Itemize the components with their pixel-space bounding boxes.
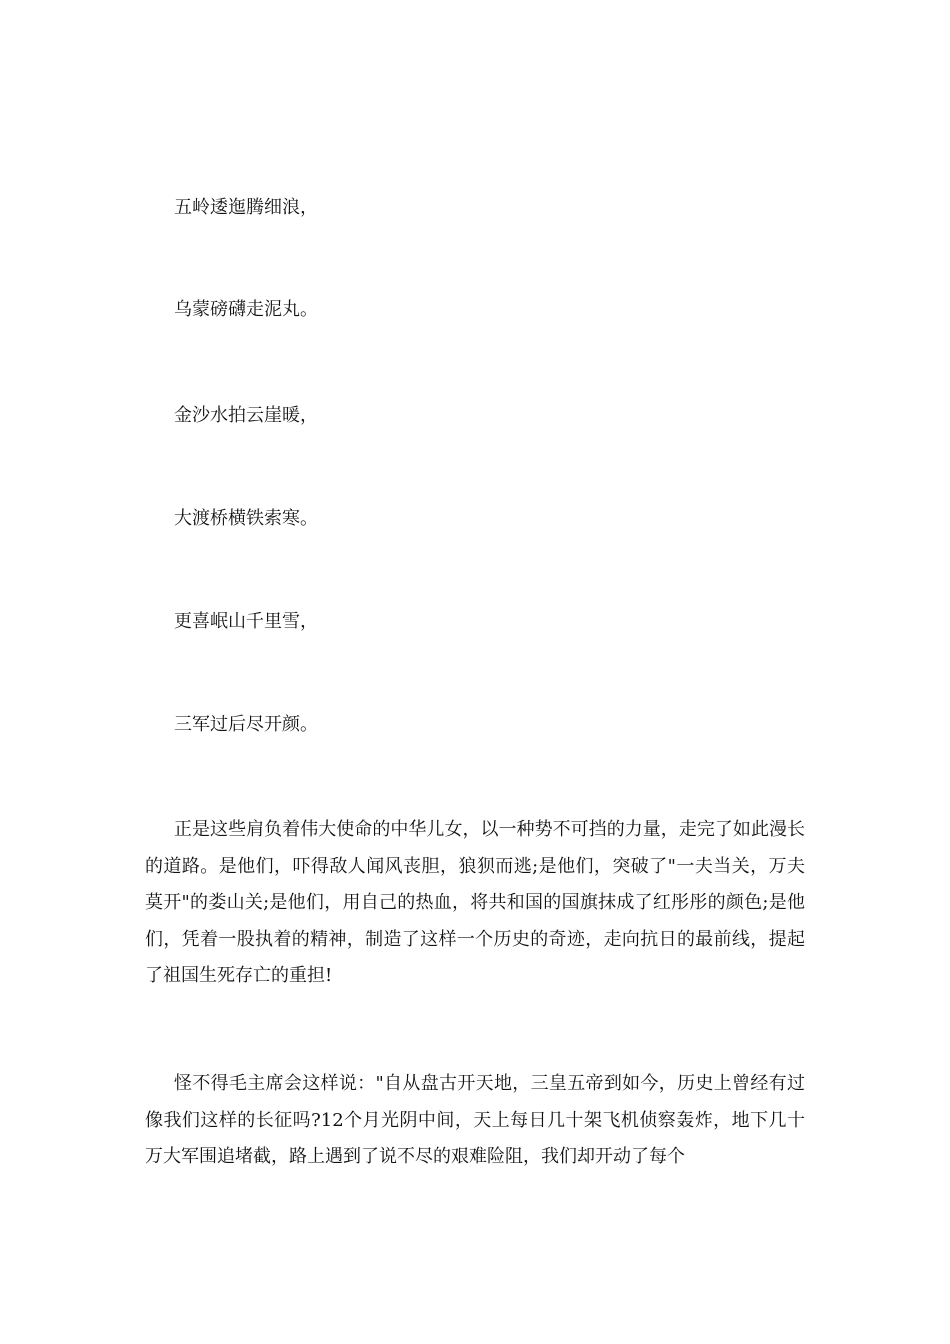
poem-line: 更喜岷山千里雪， — [174, 611, 318, 632]
poem-line: 大渡桥横铁索寒。 — [174, 508, 318, 529]
poem-line: 五岭逶迤腾细浪， — [174, 197, 318, 218]
poem-line: 金沙水拍云崖暖， — [174, 405, 318, 426]
poem-line: 乌蒙磅礴走泥丸。 — [174, 299, 318, 320]
body-paragraph: 怪不得毛主席会这样说："自从盘古开天地，三皇五帝到如今，历史上曾经有过像我们这样的长征吗?12个月光阴中间，天上每日几十架飞机侦察轰炸，地下几十万大军围追堵截，路上遇到了说不尽的艰难险阻，我们却开动了每个 — [145, 1073, 805, 1167]
body-paragraph: 正是这些肩负着伟大使命的中华儿女，以一种势不可挡的力量，走完了如此漫长的道路。是他们，吓得敌人闻风丧胆，狼狈而逃;是他们，突破了"一夫当关，万夫莫开"的娄山关;是他们，用自己的热血，将共和国的国旗抹成了红彤彤的颜色;是他们，凭着一股执着的精神，制造了这样一个历史的奇迹，走向抗日的最前线，提起了祖国生死存亡的重担! — [145, 819, 805, 986]
poem-line: 三军过后尽开颜。 — [174, 714, 318, 735]
